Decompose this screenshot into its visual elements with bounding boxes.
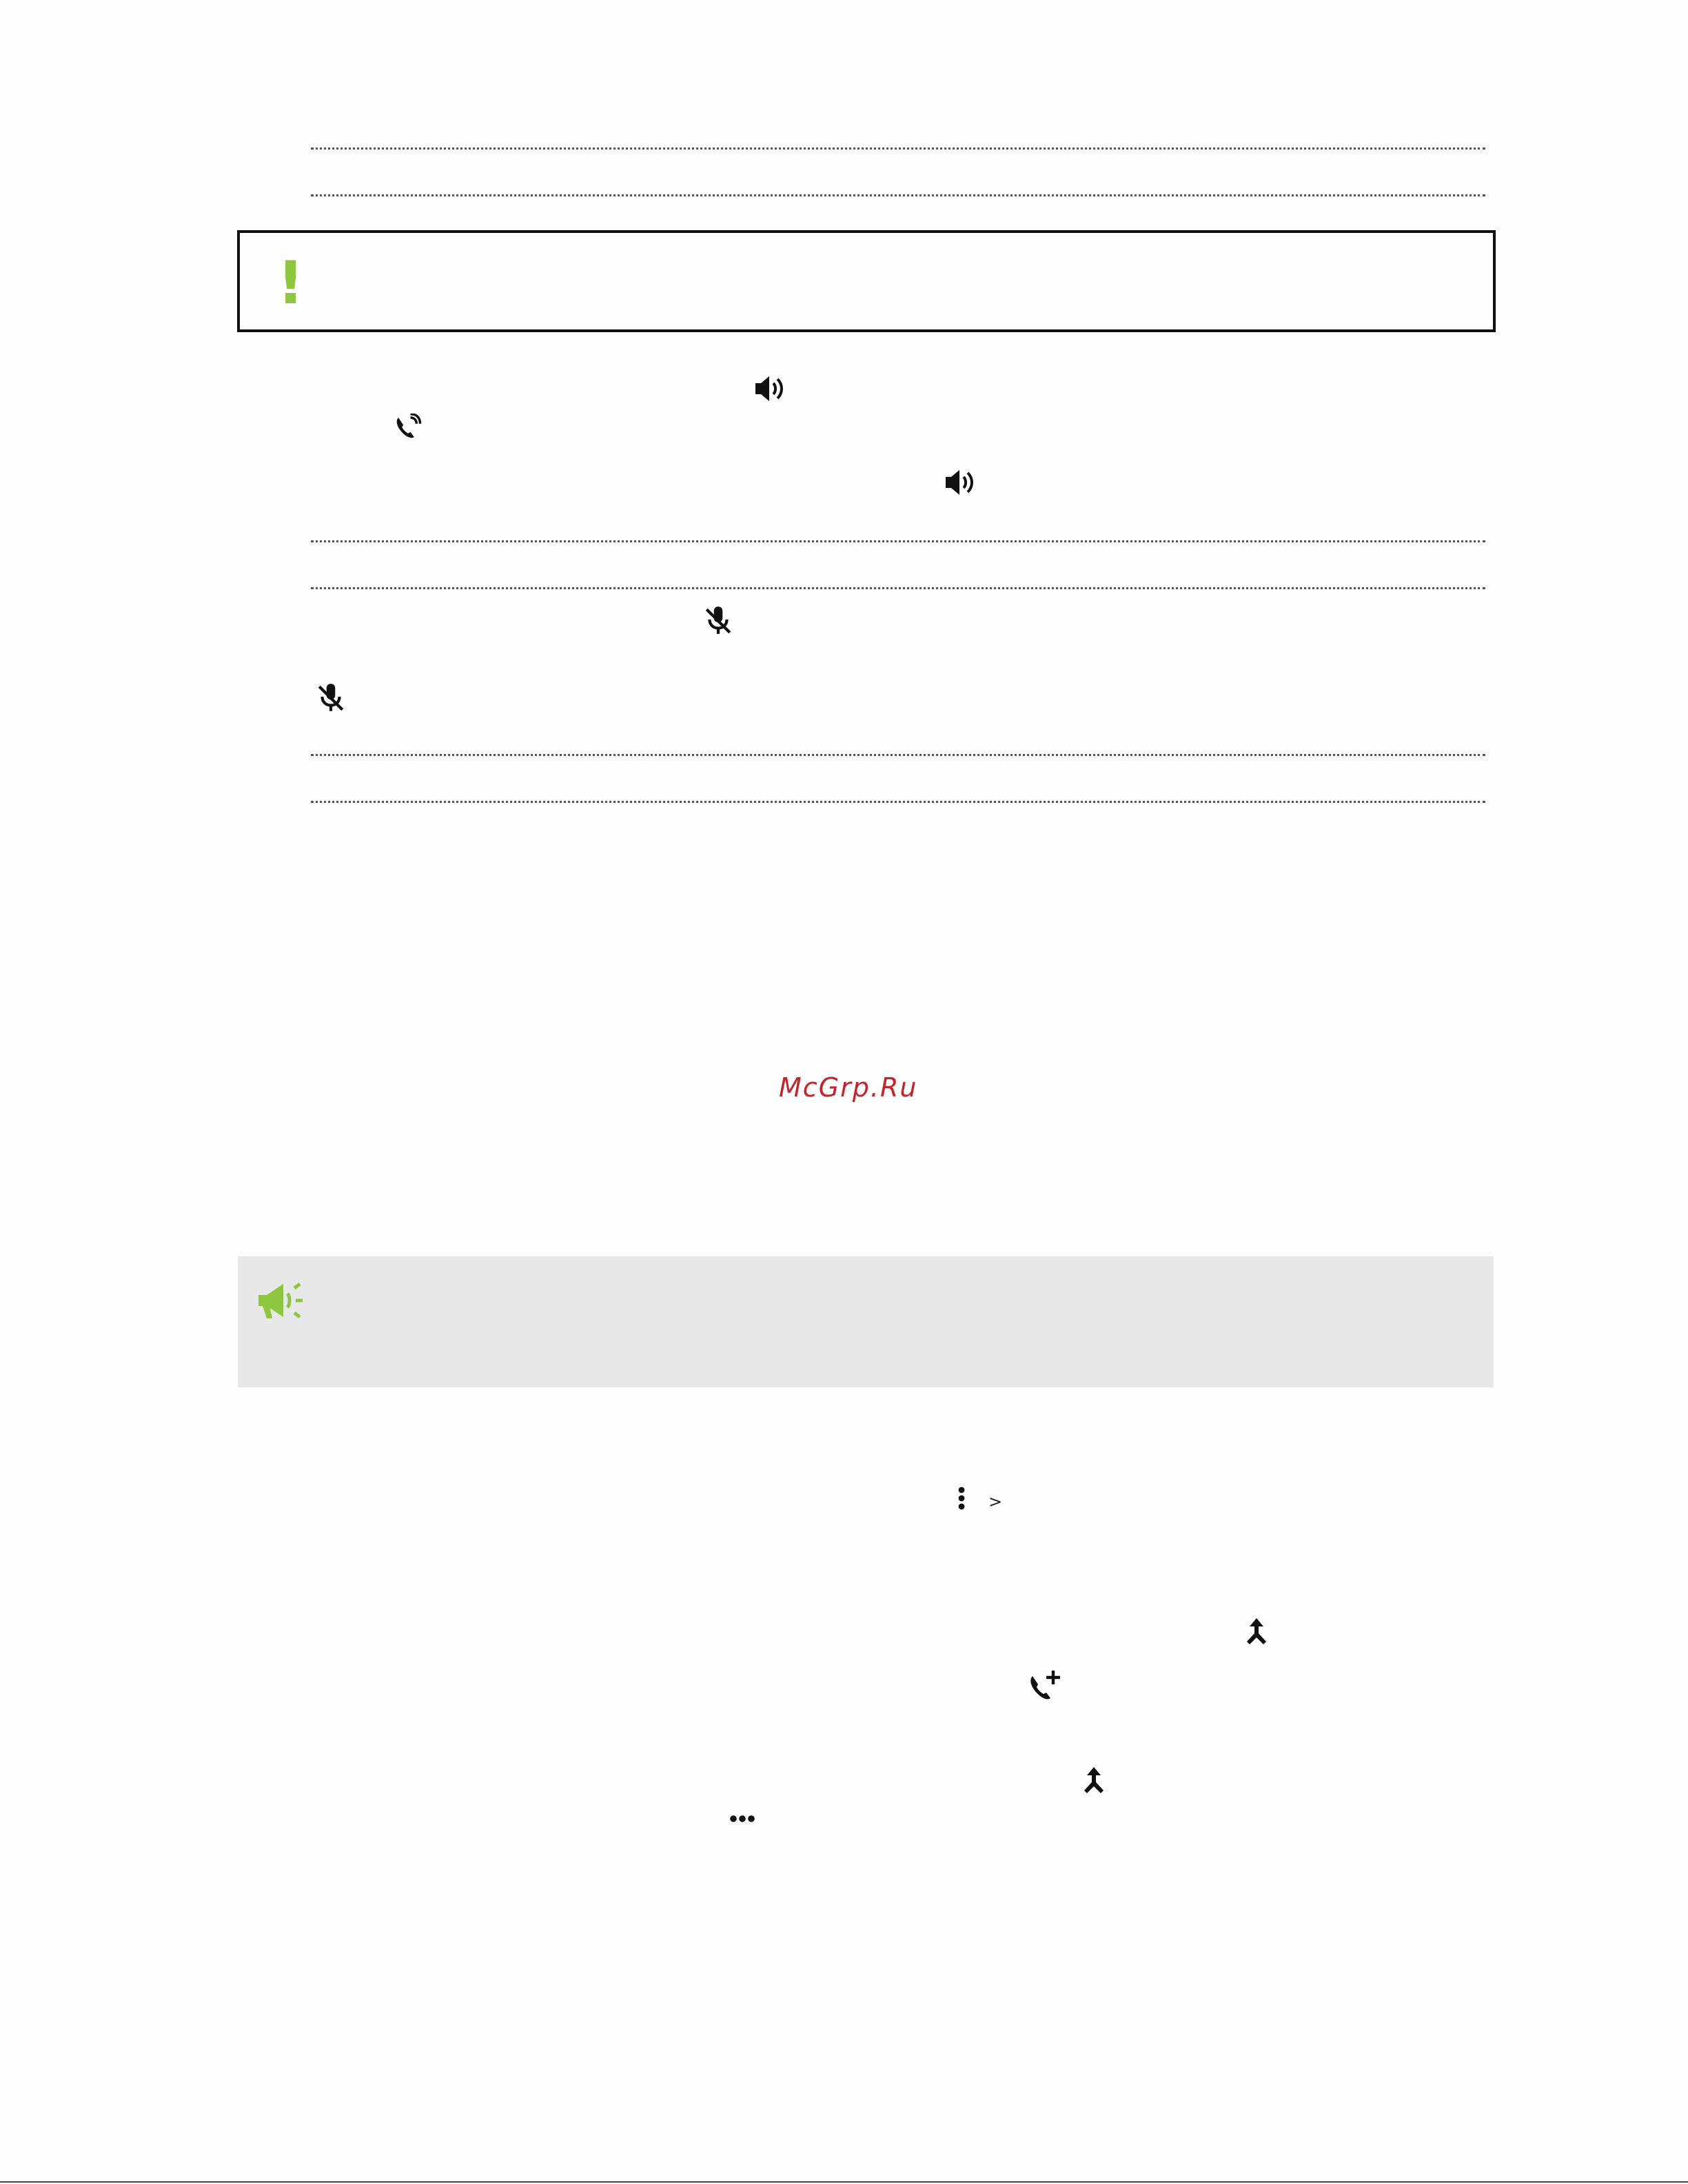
warning-box — [237, 230, 1496, 332]
footer-divider — [0, 2181, 1688, 2183]
mute-mic-icon — [704, 605, 733, 637]
divider — [311, 147, 1485, 150]
add-call-icon — [1027, 1668, 1061, 1702]
call-handoff-icon — [394, 414, 423, 441]
speaker-icon — [753, 374, 786, 404]
merge-call-icon — [1244, 1617, 1269, 1646]
more-horizontal-icon — [729, 1815, 755, 1823]
warning-icon: ! — [277, 249, 305, 318]
tip-box — [238, 1256, 1494, 1387]
speaker-icon — [943, 467, 976, 498]
merge-call-icon — [1081, 1766, 1106, 1795]
watermark: McGrp.Ru — [779, 1072, 918, 1103]
megaphone-icon — [256, 1280, 304, 1324]
divider — [311, 801, 1485, 803]
mute-mic-icon — [316, 682, 345, 714]
more-vertical-icon — [957, 1487, 966, 1510]
divider — [311, 540, 1485, 542]
divider — [311, 754, 1485, 756]
menu-separator: > — [988, 1492, 1003, 1511]
divider — [311, 194, 1485, 196]
divider — [311, 587, 1485, 589]
